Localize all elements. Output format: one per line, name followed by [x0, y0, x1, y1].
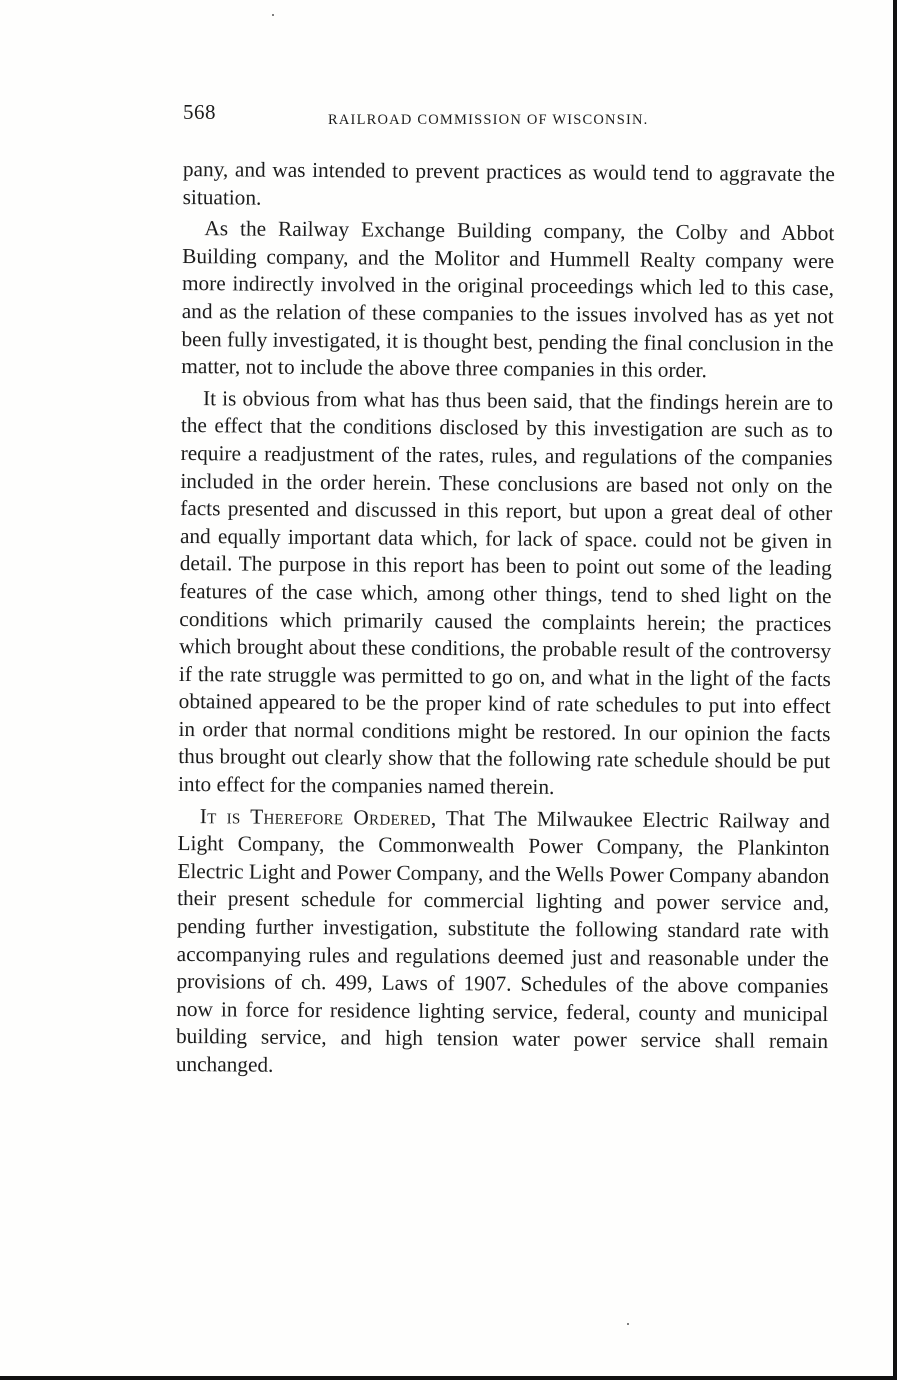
- scan-edge-right: [893, 0, 897, 1380]
- paragraph: pany, and was intended to prevent practices as would tend to aggravate the situation.: [182, 156, 835, 210]
- scan-speck: [272, 14, 274, 16]
- body-text: [176, 156, 835, 1084]
- paragraph: As the Railway Exchange Building company, the Colby and Abbot Building company, and the Molitor and Hummell Realty company were more indirectly involved in the original proceedings which led to this case, and as the relation of these companies to the issues involved has as yet not been fully investigated, it is thought best, pending the final conclusion in the matter, not to include the above three companies in this order.: [181, 216, 835, 383]
- order-paragraph: [176, 803, 830, 1084]
- order-lead-phrase: It is Therefore Ordered,: [199, 803, 437, 830]
- paragraph: It is obvious from what has thus been said, that the findings herein are to the effect that the conditions disclosed by this investigation are such as to require a readjustment of the rates, rules, and regulations of the companies included in the order herein. These conclusions are based not only on the facts presented and discussed in this report, but upon a great deal of other and equally important data which, for lack of space. could not be given in detail. The purpose in this report has been to point out some of the leading features of the case which, among other things, tend to shed light on the conditions which primarily caused the complaints herein; the practices which brought about these conditions, the probable result of the controversy if the rate struggle was permitted to go on, and what in the light of the facts obtained appeared to be the proper kind of rate schedules to put into effect in order that normal conditions might be restored. In our opinion the facts thus brought out clearly show that the following rate schedule should be put into effect for the companies named therein.: [177, 385, 834, 799]
- order-text: That The Milwaukee Electric Railway and Light Company, the Commonwealth Power Company, the Plankinton Electric Light and Power Company, and the Wells Power Company abandon their present schedule for commercial lighting and power service and, pending further investigation, substitute the following standard rate with accompanying rules and regulations deemed just and reasonable under the provisions of ch. 499, Laws of 1907. Schedules of the above companies now in force for residence lighting service, federal, county and municipal building service, and high tension water power service shall remain unchanged.: [175, 805, 830, 1077]
- scan-edge-bottom: [0, 1376, 897, 1380]
- running-head: RAILROAD COMMISSION OF WISCONSIN.: [328, 112, 649, 128]
- scan-speck: [627, 1323, 629, 1325]
- page-number: 568: [183, 100, 216, 124]
